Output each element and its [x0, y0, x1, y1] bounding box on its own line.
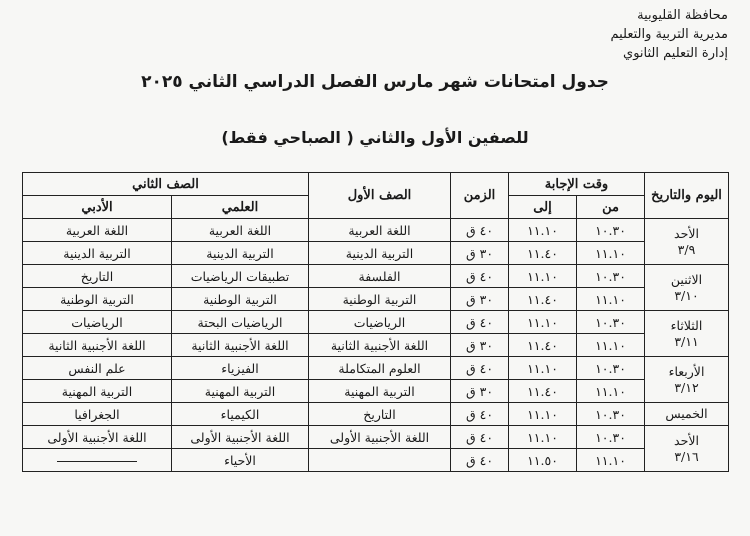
- day-name: الأحد: [674, 432, 699, 448]
- day-date: ٣/١٠: [674, 287, 699, 303]
- duration-cell: ٣٠ ق: [451, 288, 509, 311]
- duration-cell: ٤٠ ق: [451, 403, 509, 426]
- header-science: العلمي: [172, 196, 309, 219]
- grade1-subject: اللغة الأجنبية الأولى: [309, 426, 451, 449]
- table-row: [23, 288, 729, 311]
- grade1-subject: الفلسفة: [309, 265, 451, 288]
- from-cell: ١٠.٣٠: [577, 265, 645, 288]
- literary-subject: الرياضيات: [23, 311, 172, 334]
- table-row: [23, 334, 729, 357]
- from-cell: ١١.١٠: [577, 242, 645, 265]
- duration-cell: ٤٠ ق: [451, 357, 509, 380]
- literary-subject: التربية الوطنية: [23, 288, 172, 311]
- table-row: [23, 242, 729, 265]
- grade1-subject: التربية الوطنية: [309, 288, 451, 311]
- governorate-line: محافظة القليوبية: [637, 8, 728, 23]
- day-date: ٣/٩: [677, 241, 696, 257]
- page-subtitle: للصفين الأول والثاني ( الصباحي فقط): [221, 128, 529, 147]
- page-title: جدول امتحانات شهر مارس الفصل الدراسي الثاني ٢٠٢٥: [141, 72, 609, 92]
- table-row: [23, 380, 729, 403]
- literary-subject: الجغرافيا: [23, 403, 172, 426]
- science-subject: الأحياء: [172, 449, 309, 472]
- duration-cell: ٤٠ ق: [451, 426, 509, 449]
- duration-cell: ٣٠ ق: [451, 242, 509, 265]
- to-cell: ١١.١٠: [509, 219, 577, 242]
- day-cell: [645, 265, 729, 311]
- table-row: [23, 311, 729, 334]
- literary-subject: اللغة الأجنبية الأولى: [23, 426, 172, 449]
- duration-cell: ٤٠ ق: [451, 449, 509, 472]
- grade1-subject: التربية الدينية: [309, 242, 451, 265]
- header-block: [610, 6, 728, 63]
- header-answer-time: وقت الإجابة: [509, 173, 645, 196]
- header-grade2: الصف الثاني: [23, 173, 309, 196]
- header-duration: الزمن: [451, 173, 509, 219]
- from-cell: ١٠.٣٠: [577, 403, 645, 426]
- to-cell: ١١.٤٠: [509, 288, 577, 311]
- literary-subject: التربية المهنية: [23, 380, 172, 403]
- header-to: إلى: [509, 196, 577, 219]
- table-row: [23, 426, 729, 449]
- from-cell: ١١.١٠: [577, 288, 645, 311]
- to-cell: ١١.٤٠: [509, 334, 577, 357]
- day-cell: [645, 403, 729, 426]
- day-date: ٣/١٦: [674, 448, 699, 464]
- duration-cell: ٣٠ ق: [451, 380, 509, 403]
- grade1-subject: العلوم المتكاملة: [309, 357, 451, 380]
- duration-cell: ٤٠ ق: [451, 219, 509, 242]
- literary-empty: [23, 449, 172, 472]
- exam-schedule-table: [22, 172, 729, 472]
- grade1-subject: اللغة العربية: [309, 219, 451, 242]
- grade1-empty: [309, 449, 451, 472]
- literary-subject: علم النفس: [23, 357, 172, 380]
- table-row: [23, 403, 729, 426]
- from-cell: ١٠.٣٠: [577, 311, 645, 334]
- from-cell: ١٠.٣٠: [577, 426, 645, 449]
- literary-subject: اللغة العربية: [23, 219, 172, 242]
- day-cell: [645, 426, 729, 472]
- science-subject: التربية الدينية: [172, 242, 309, 265]
- table-row: [23, 449, 729, 472]
- day-cell: [645, 219, 729, 265]
- literary-subject: اللغة الأجنبية الثانية: [23, 334, 172, 357]
- day-date: ٣/١٢: [674, 379, 699, 395]
- grade1-subject: الرياضيات: [309, 311, 451, 334]
- literary-subject: التربية الدينية: [23, 242, 172, 265]
- grade1-subject: اللغة الأجنبية الثانية: [309, 334, 451, 357]
- science-subject: الرياضيات البحتة: [172, 311, 309, 334]
- day-name: الخميس: [665, 406, 708, 421]
- table-row: [23, 357, 729, 380]
- header-day-date: اليوم والتاريخ: [645, 173, 729, 219]
- to-cell: ١١.١٠: [509, 311, 577, 334]
- day-name: الأحد: [674, 225, 699, 241]
- science-subject: الفيزياء: [172, 357, 309, 380]
- science-subject: تطبيقات الرياضيات: [172, 265, 309, 288]
- grade1-subject: التاريخ: [309, 403, 451, 426]
- grade1-subject: التربية المهنية: [309, 380, 451, 403]
- science-subject: اللغة الأجنبية الأولى: [172, 426, 309, 449]
- to-cell: ١١.١٠: [509, 426, 577, 449]
- dash-line: [57, 461, 137, 462]
- day-cell: [645, 311, 729, 357]
- science-subject: الكيمياء: [172, 403, 309, 426]
- from-cell: ١١.١٠: [577, 380, 645, 403]
- to-cell: ١١.٥٠: [509, 449, 577, 472]
- header-from: من: [577, 196, 645, 219]
- science-subject: التربية الوطنية: [172, 288, 309, 311]
- duration-cell: ٣٠ ق: [451, 334, 509, 357]
- day-name: الثلاثاء: [670, 317, 703, 333]
- from-cell: ١٠.٣٠: [577, 219, 645, 242]
- science-subject: اللغة العربية: [172, 219, 309, 242]
- duration-cell: ٤٠ ق: [451, 311, 509, 334]
- to-cell: ١١.١٠: [509, 357, 577, 380]
- science-subject: اللغة الأجنبية الثانية: [172, 334, 309, 357]
- from-cell: ١١.١٠: [577, 449, 645, 472]
- to-cell: ١١.١٠: [509, 265, 577, 288]
- directorate-line: مديرية التربية والتعليم: [610, 27, 728, 42]
- administration-line: إدارة التعليم الثانوي: [623, 46, 728, 61]
- science-subject: التربية المهنية: [172, 380, 309, 403]
- table-row: [23, 265, 729, 288]
- to-cell: ١١.٤٠: [509, 380, 577, 403]
- literary-subject: التاريخ: [23, 265, 172, 288]
- header-grade1: الصف الأول: [309, 173, 451, 219]
- to-cell: ١١.٤٠: [509, 242, 577, 265]
- from-cell: ١٠.٣٠: [577, 357, 645, 380]
- duration-cell: ٤٠ ق: [451, 265, 509, 288]
- day-date: ٣/١١: [674, 333, 699, 349]
- table-row: [23, 219, 729, 242]
- to-cell: ١١.١٠: [509, 403, 577, 426]
- day-name: الأربعاء: [668, 363, 705, 379]
- day-cell: [645, 357, 729, 403]
- day-name: الاثنين: [670, 271, 703, 287]
- header-literary: الأدبي: [23, 196, 172, 219]
- from-cell: ١١.١٠: [577, 334, 645, 357]
